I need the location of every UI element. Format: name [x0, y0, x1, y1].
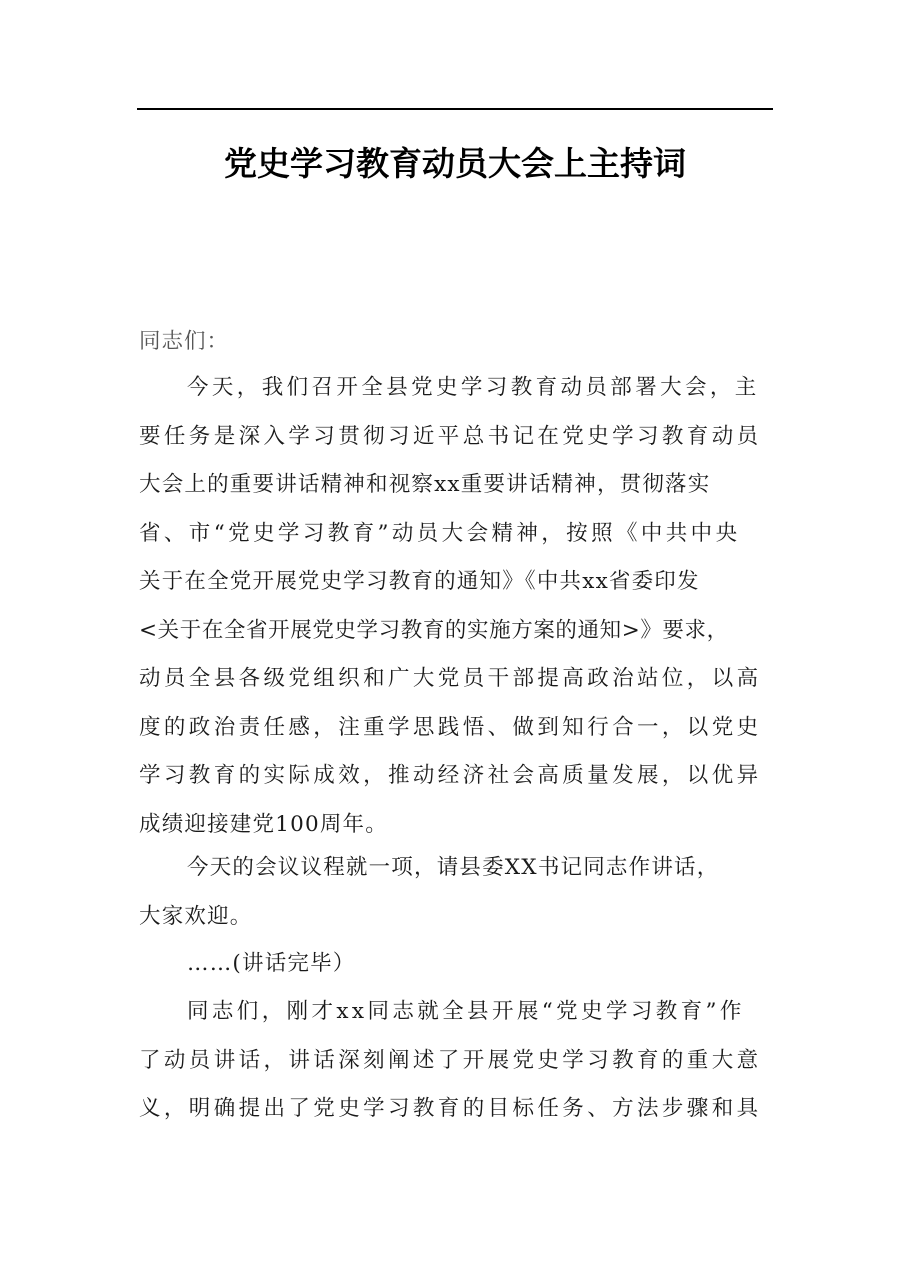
text-line: 义，明确提出了党史学习教育的目标任务、方法步骤和具	[139, 1096, 762, 1121]
text-line: 今天，我们召开全县党史学习教育动员部署大会，主	[187, 375, 760, 400]
text-line: 度的政治责任感，注重学思践悟、做到知行合一，以党史	[139, 714, 762, 740]
text-line: 成绩迎接建党100周年。	[139, 811, 388, 837]
header-rule	[137, 108, 773, 110]
text-line: 省、市“党史学习教育”动员大会精神，按照《中共中央	[139, 520, 741, 546]
paragraph-opening	[139, 364, 775, 849]
paragraph-agenda	[139, 844, 775, 941]
paragraph-speech-end	[139, 940, 775, 989]
paragraph-summary	[139, 988, 775, 1134]
text-line: 同志们，刚才xx同志就全县开展“党史学习教育”作	[187, 999, 745, 1024]
text-line: 大会上的重要讲话精神和视察xx重要讲话精神，贯彻落实	[139, 472, 711, 497]
text-line: 大家欢迎。	[139, 903, 253, 929]
text-line: ……(讲话完毕）	[187, 951, 356, 976]
text-line: 了动员讲话，讲话深刻阐述了开展党史学习教育的重大意	[139, 1047, 762, 1073]
text-line: 动员全县各级党组织和广大党员干部提高政治站位，以高	[139, 666, 762, 691]
text-line: 学习教育的实际成效，推动经济社会高质量发展，以优异	[139, 763, 762, 788]
text-line: 今天的会议议程就一项，请县委XX书记同志作讲话，	[187, 855, 720, 880]
text-line: 要任务是深入学习贯彻习近平总书记在党史学习教育动员	[139, 423, 762, 449]
salutation: 同志们：	[139, 329, 230, 354]
text-line: <关于在全省开展党史学习教育的实施方案的通知>》要求，	[139, 617, 729, 643]
document-title: 党史学习教育动员大会上主持词	[224, 144, 686, 183]
text-line: 关于在全党开展党史学习教育的通知》《中共xx省委印发	[139, 569, 700, 594]
